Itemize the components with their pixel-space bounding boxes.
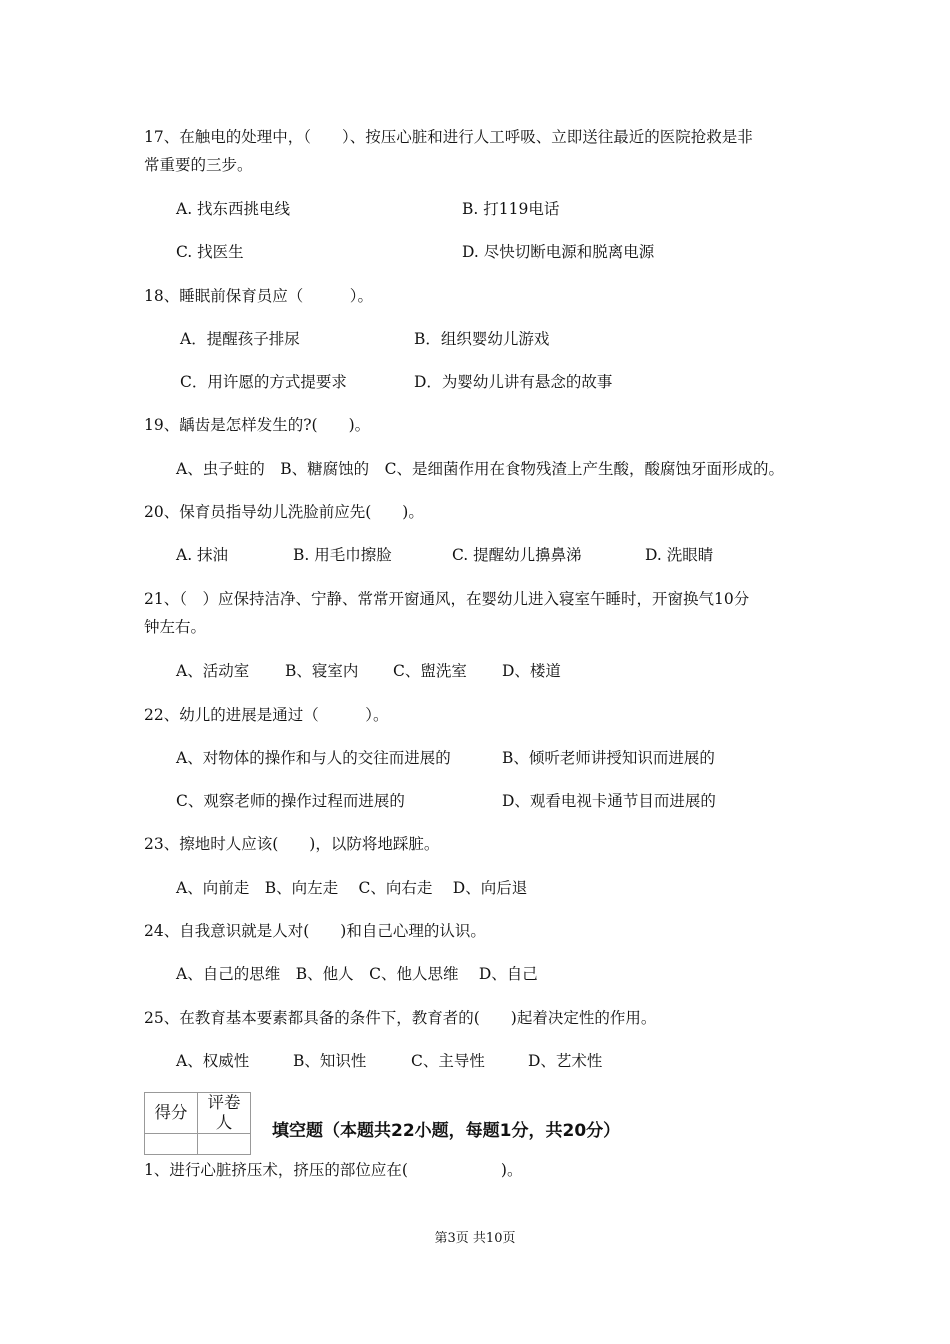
q21-option-d: D、楼道 [502,662,561,680]
q24-options: A、自己的思维 B、他人 C、他人思维 D、自己 [176,965,538,983]
q25-option-d: D、艺术性 [528,1052,603,1070]
q25-option-c: C、主导性 [411,1052,485,1070]
q21-option-a: A、活动室 [176,662,250,680]
question-20-stem: 20、保育员指导幼儿洗脸前应先( )。 [144,503,424,521]
q20-option-a: A. 抹油 [176,546,229,564]
q19-options: A、虫子蛀的 B、糖腐蚀的 C、是细菌作用在食物残渣上产生酸，酸腐蚀牙面形成的。 [176,460,784,478]
q21-option-b: B、寝室内 [285,662,359,680]
q21-option-c: C、盥洗室 [393,662,467,680]
section-title: 填空题（本题共22小题，每题1分，共20分） [272,1121,621,1141]
q20-option-d: D. 洗眼睛 [645,546,714,564]
q23-options: A、向前走 B、向左走 C、向右走 D、向后退 [176,879,528,897]
question-23-stem: 23、擦地时人应该( )，以防将地踩脏。 [144,835,440,853]
q25-option-a: A、权威性 [176,1052,250,1070]
q17-option-a: A. 找东西挑电线 [176,200,291,218]
question-21-stem-cont: 钟左右。 [144,618,207,636]
question-19-stem: 19、龋齿是怎样发生的?( )。 [144,416,371,434]
question-25-stem: 25、在教育基本要素都具备的条件下，教育者的( )起着决定性的作用。 [144,1009,657,1027]
grader-label: 评卷人 [198,1093,251,1134]
fill-question-1: 1、进行心脏挤压术，挤压的部位应在( )。 [144,1161,523,1179]
score-box [144,1092,251,1155]
q18-option-c: C．用许愿的方式提要求 [180,373,347,391]
score-label: 得分 [145,1093,198,1134]
q17-option-c: C. 找医生 [176,243,244,261]
q18-option-a: A．提醒孩子排尿 [180,330,300,348]
q22-option-c: C、观察老师的操作过程而进展的 [176,792,405,810]
q18-option-d: D．为婴幼儿讲有悬念的故事 [414,373,613,391]
q20-option-b: B. 用毛巾擦脸 [293,546,392,564]
q20-option-c: C. 提醒幼儿擤鼻涕 [452,546,582,564]
question-17-stem-cont: 常重要的三步。 [144,156,253,174]
q18-option-b: B．组织婴幼儿游戏 [414,330,550,348]
q17-option-b: B. 打119电话 [462,200,560,218]
question-24-stem: 24、自我意识就是人对( )和自己心理的认识。 [144,922,486,940]
q22-option-d: D、观看电视卡通节目而进展的 [502,792,716,810]
question-21-stem: 21、（ ）应保持洁净、宁静、常常开窗通风，在婴幼儿进入寝室午睡时，开窗换气10分 [144,590,750,608]
q25-option-b: B、知识性 [293,1052,367,1070]
q22-option-a: A、对物体的操作和与人的交往而进展的 [176,749,451,767]
question-18-stem: 18、睡眠前保育员应（ ）。 [144,287,373,305]
question-22-stem: 22、幼儿的进展是通过（ ）。 [144,706,389,724]
question-17-stem: 17、在触电的处理中，（ ）、按压心脏和进行人工呼吸、立即送往最近的医院抢救是非 [144,128,753,146]
page-footer: 第3页 共10页 [434,1231,516,1246]
q17-option-d: D. 尽快切断电源和脱离电源 [462,243,655,261]
q22-option-b: B、倾听老师讲授知识而进展的 [502,749,715,767]
score-cell [145,1134,198,1155]
grader-cell [198,1134,251,1155]
